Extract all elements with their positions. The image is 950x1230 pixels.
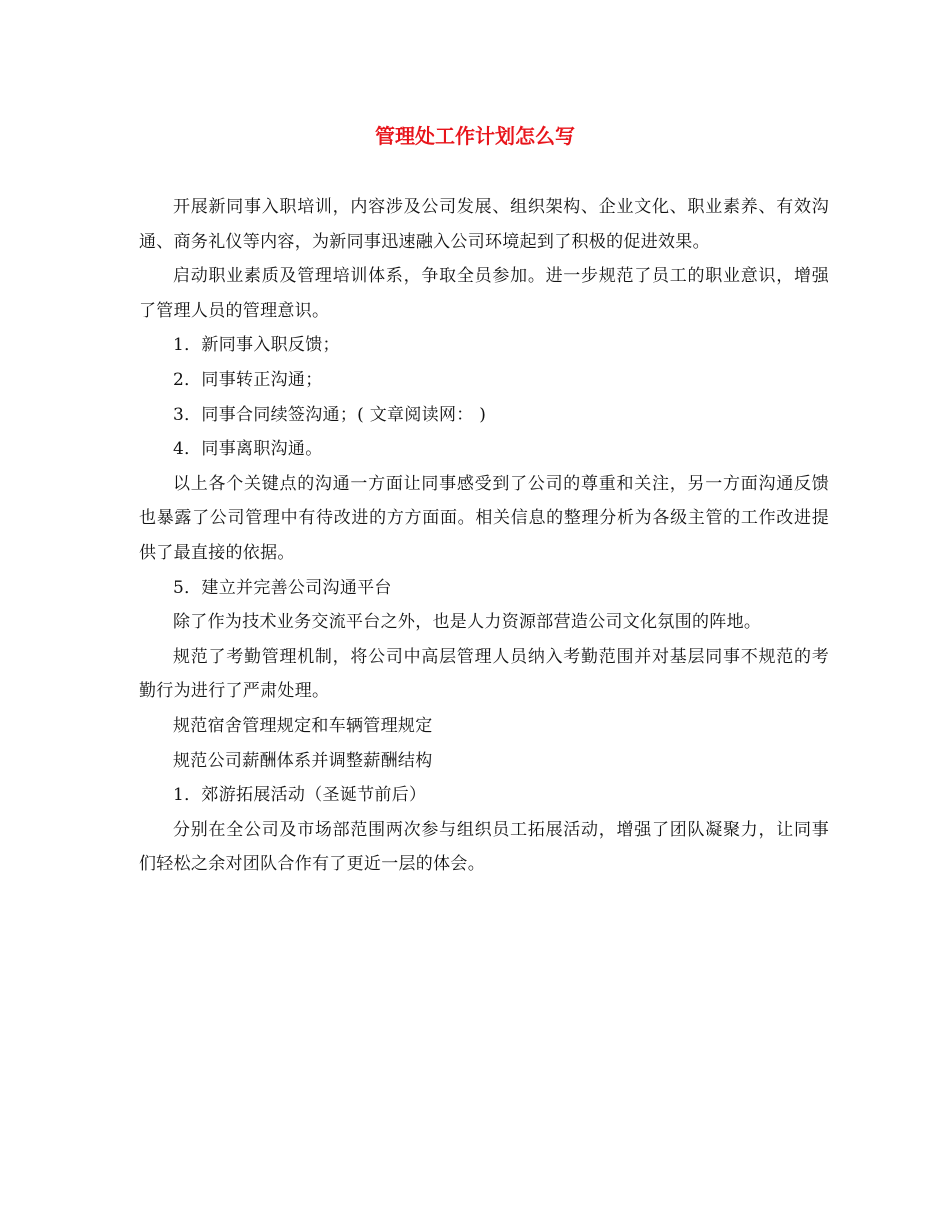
document-body — [139, 190, 829, 882]
paragraph-dorm-vehicle: 规范宿舍管理规定和车辆管理规定 — [173, 715, 433, 736]
document-title: 管理处工作计划怎么写 — [375, 124, 575, 148]
paragraph-communication-summary: 以上各个关键点的沟通一方面让同事感受到了公司的尊重和关注，另一方面沟通反馈也暴露了公司管理中有待改进的方方面面。相关信息的整理分析为各级主管的工作改进提供了最直接的依据。 — [139, 473, 829, 563]
paragraph-salary: 规范公司薪酬体系并调整薪酬结构 — [173, 750, 433, 771]
paragraph-management-training: 启动职业素质及管理培训体系，争取全员参加。进一步规范了员工的职业意识，增强了管理人员的管理意识。 — [139, 266, 829, 321]
paragraph-platform-purpose: 除了作为技术业务交流平台之外，也是人力资源部营造公司文化氛围的阵地。 — [173, 612, 762, 633]
list-item-onboarding-feedback: 1．新同事入职反馈； — [173, 335, 340, 356]
list-item-contract-renewal: 3．同事合同续签沟通；( 文章阅读网： ) — [173, 404, 487, 425]
list-item-communication-platform: 5．建立并完善公司沟通平台 — [173, 577, 392, 598]
paragraph-onboarding-training: 开展新同事入职培训，内容涉及公司发展、组织架构、企业文化、职业素养、有效沟通、商务礼仪等内容，为新同事迅速融入公司环境起到了积极的促进效果。 — [139, 197, 829, 252]
paragraph-team-building: 分别在全公司及市场部范围两次参与组织员工拓展活动，增强了团队凝聚力，让同事们轻松之余对团队合作有了更近一层的体会。 — [139, 819, 829, 875]
list-item-outing: 1．郊游拓展活动（圣诞节前后） — [173, 785, 427, 806]
list-item-resignation: 4．同事离职沟通。 — [173, 439, 323, 460]
paragraph-attendance: 规范了考勤管理机制，将公司中高层管理人员纳入考勤范围并对基层同事不规范的考勤行为进行了严肃处理。 — [139, 646, 829, 702]
list-item-regularization: 2．同事转正沟通； — [173, 369, 323, 390]
